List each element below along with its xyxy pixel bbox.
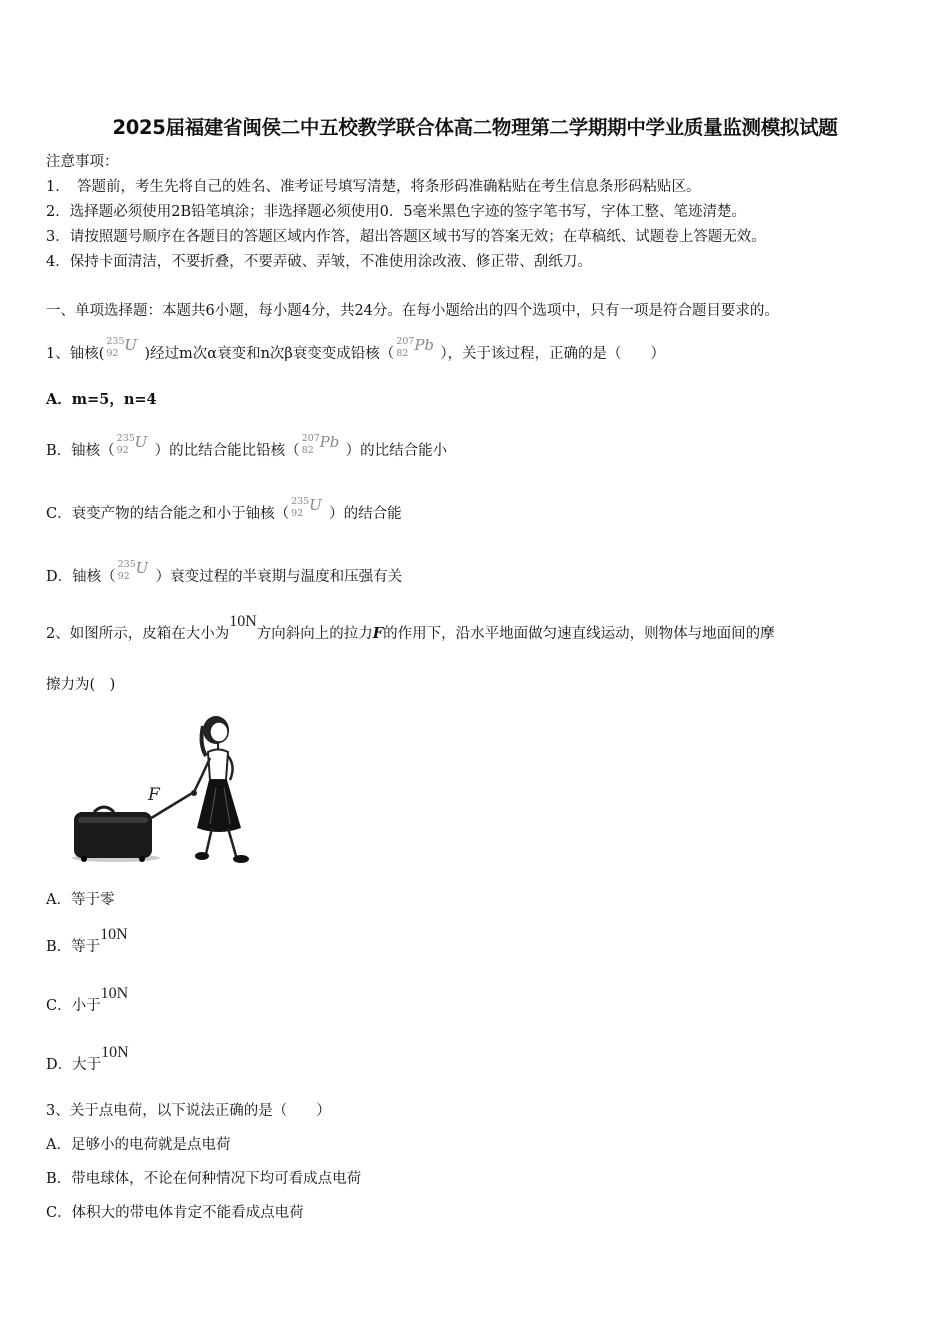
question-1-option-c: C．衰变产物的结合能之和小于铀核（ 235 92 U ）的结合能: [46, 496, 402, 522]
question-2-option-a: A．等于零: [46, 892, 115, 908]
girl-shoe: [233, 855, 249, 863]
girl-leg: [228, 828, 236, 856]
lead-isotope: 207 82 Pb: [301, 433, 340, 456]
notice-item-1: 1． 答题前，考生先将自己的姓名、准考证号填写清楚，将条形码准确粘贴在考生信息条形码粘贴区。: [46, 179, 701, 195]
suitcase-seam: [78, 817, 148, 823]
suitcase-figure: [66, 708, 266, 874]
question-3-option-a: A．足够小的电荷就是点电荷: [46, 1137, 231, 1153]
question-1-option-d: D．铀核（ 235 92 U ）衰变过程的半衰期与温度和压强有关: [46, 559, 403, 585]
page-title: 2025届福建省闽侯二中五校教学联合体高二物理第二学期期中学业质量监测模拟试题: [112, 116, 838, 139]
girl-blouse: [208, 750, 228, 781]
notice-item-2: 2．选择题必须使用2B铅笔填涂；非选择题必须使用0．5毫米黑色字迹的签字笔书写，字体工整、笔迹清楚。: [46, 204, 747, 220]
notice-item-3: 3．请按照题号顺序在各题目的答题区域内作答，超出答题区域书写的答案无效；在草稿纸、试题卷上答题无效。: [46, 229, 766, 245]
section-heading: 一、单项选择题：本题共6小题，每小题4分，共24分。在每小题给出的四个选项中，只有一项是符合题目要求的。: [46, 303, 779, 319]
question-1-option-a: A．m=5，n=4: [46, 391, 157, 408]
force-value: 10N: [100, 926, 128, 943]
question-2-stem: 2、如图所示，皮箱在大小为10N方向斜向上的拉力F的作用下，沿水平地面做匀速直线运动，则物体与地面间的摩: [46, 613, 775, 642]
question-2-option-c: C．小于10N: [46, 985, 129, 1014]
girl-face: [210, 722, 228, 742]
question-2-option-d: D．大于10N: [46, 1044, 129, 1073]
force-value: 10N: [100, 985, 129, 1002]
question-3-option-c: C．体积大的带电体肯定不能看成点电荷: [46, 1205, 304, 1221]
force-label: F: [148, 785, 160, 805]
suitcase-wheel: [139, 856, 145, 862]
notice-heading: 注意事项：: [46, 154, 119, 170]
suitcase-top-handle: [94, 807, 114, 812]
question-2-stem-line2: 擦力为( ): [46, 677, 116, 693]
suitcase-wheel: [81, 856, 87, 862]
lead-isotope: 207 82 Pb: [396, 336, 435, 359]
force-value: 10N: [101, 1044, 129, 1061]
girl-skirt: [197, 780, 241, 832]
uranium-isotope: 235 92 U: [106, 336, 138, 359]
girl-leg: [206, 828, 212, 854]
uranium-isotope: 235 92 U: [117, 559, 149, 582]
notice-item-4: 4．保持卡面清洁，不要折叠，不要弄破、弄皱，不准使用涂改液、修正带、刮纸刀。: [46, 254, 592, 270]
question-1-option-b: B．铀核（ 235 92 U ）的比结合能比铅核（ 207 82 Pb ）的比结合能小: [46, 433, 448, 459]
question-2-option-b: B．等于10N: [46, 926, 128, 955]
uranium-isotope: 235 92 U: [291, 496, 322, 519]
question-1-stem: 1、铀核( 235 92 U )经过m次α衰变和n次β衰变变成铅核（ 207 82 Pb ），关于该过程，正确的是（ ）: [46, 336, 666, 362]
question-3-stem: 3、关于点电荷，以下说法正确的是（ ）: [46, 1103, 331, 1119]
force-value: 10N: [229, 613, 257, 630]
uranium-isotope: 235 92 U: [116, 433, 148, 456]
question-3-option-b: B．带电球体，不论在何种情况下均可看成点电荷: [46, 1171, 362, 1187]
girl-shoe: [195, 852, 209, 860]
